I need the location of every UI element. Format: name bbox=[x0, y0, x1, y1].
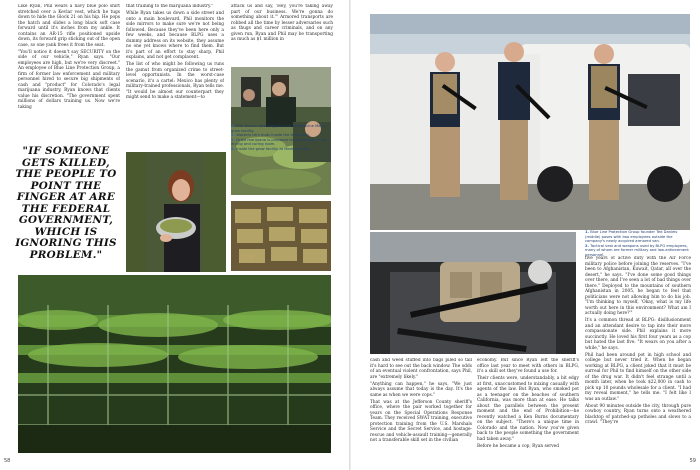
paragraph: five years of active duty with the Air Force military police before joining the reserves. "I've been to Afghanistan, Kuwait, Qatar, all over the desert," he says. "I've done some good things over there, and I've seen a lot of bad things over there." Deployed to the mountains of southern Afghanistan in 2005, he began to feel that politicians were not allowing him to do his job. "I'm thinking to myself, 'Okay, what is my life worth out here in this environment? What am I actually doing here?'" bbox=[585, 256, 691, 316]
paragraph: Their clients were, understandably, a bit edgy at first, unaccustomed to mixing casually with agents of the law. But Ryan, who smoked pot as a teenager on the beaches of southern California, was more than at ease. He talks about the parallels between the present moment and the end of Prohibition—he recently watched a Ken Burns documentary on the subject. "There's a unique time in Colorado and the nation. Now you've given back to the people something the government had taken away." bbox=[477, 376, 579, 442]
paragraph: It's a common thread at BLPG: disillusionment and an attendant desire to tap into their more compassionate side. Phil explains it more succinctly. He loved his first four years as a cop but hated the last five. "It wears on you after a while," he says. bbox=[585, 318, 691, 351]
caption-number: 1. bbox=[231, 124, 237, 128]
caption-number: 3. bbox=[231, 137, 237, 142]
paragraph: About 90 minutes outside the city, through pure cowboy country, Ryan turns onto a weathered blacktop of patched-up potholes and slows to a crawl. "They're bbox=[585, 403, 691, 425]
security-guards-photo bbox=[370, 14, 690, 230]
caption-number: 1. bbox=[585, 230, 591, 234]
caption-item bbox=[585, 230, 691, 244]
page-number-left: 58 bbox=[4, 458, 11, 464]
page-number-right: 59 bbox=[689, 458, 696, 464]
caption-text: Blue Line Protection Group founder Ted Daniels (middle) poses with two employees outside the company's newly acquired armored van. bbox=[585, 230, 678, 244]
vest-weapons-photo bbox=[370, 232, 576, 354]
paragraph: attack us and say, 'Hey, you're taking away part of our business. We're gonna do something about it.'" Armored transports are robbed all the time by lesser adversaries such as thugs and career criminals, and on any given run, Ryan and Phil may be transporting as much as $1 million in bbox=[231, 4, 333, 42]
paragraph: While Ryan takes us down a side street and onto a main boulevard, Phil monitors the side mirrors to make sure we're not being followed. Because they've been here only a few weeks, and because BLPG uses a dummy address on its website, they assume no one yet knows where to find them. But it's part of an effort to stay sharp, Phil explains, and not get complacent. bbox=[126, 11, 224, 60]
left-text-column-2 bbox=[126, 4, 224, 150]
paragraph: economy. But since Ryan left the sheriff's office last year to meet with others in BLPG, it's a skill set they've found a use for. bbox=[477, 358, 579, 374]
caption-item bbox=[231, 124, 329, 133]
paragraph: "You'll notice it doesn't say SECURITY on the side of our vehicle," Ryan says. "Our employees are high, but we're very discreet." An employee of Blue Line Protection Group, a firm of former law enforcement and military personnel hired to secure big shipments of cash and "product" for Colorado's legal marijuana industry, Ryan knows that clients value his discretion. "The government spent millions of dollars training us. Now we're taking bbox=[18, 49, 120, 110]
pull-quote: "IF SOMEONE GETS KILLED, THE PEOPLE TO POINT THE FINGER AT ARE THE FEDERAL GOVERNMENT, WHICH IS IGNORING THIS PROBLEM." bbox=[15, 145, 117, 261]
paragraph: Phil had been around pot in high school and college but never tried it. When he began working at BLPG, a client joked that it must be surreal for Phil to find himself on the other side of the drug war. It didn't feel strange until a month later, when he took $22,000 in cash to pick up 10 pounds wholesale for a client. "I had my reveal moment," he tells me. "I felt like I was an outlaw." bbox=[585, 352, 691, 402]
caption-text: Tactical vest and weapons used by BLPG employees, many of whom are former military and law-enforcement personnel. bbox=[585, 243, 689, 257]
caption-text: Dried marijuana is prepared for processing in the drying and curing room. bbox=[231, 137, 328, 147]
left-photo-captions bbox=[231, 124, 329, 152]
bottom-text-column-2 bbox=[477, 358, 579, 458]
paragraph: Like Ryan, Phil wears a navy blue polo shirt stretched over a Kevlar vest, which he tugs down to hide the Glock 21 on his hip. He pops the hatch and slides a long black soft case forward until it's inches from my ankle. It contains an AR-15 rifle positioned upside down, its forward grip sticking out of the open case, so one yank frees it from the seat. bbox=[18, 4, 120, 48]
right-photo-captions bbox=[585, 230, 691, 258]
paragraph: That was at the Jefferson County sheriff's office, where the pair worked together for years on the Special Operations Response Team. They received SWAT training, executive protection training from the U.S. Marshals Service and the Secret Service, and hostage-rescue and vehicle-assault training—generally not a transferable skill set in the civilian bbox=[370, 399, 472, 443]
left-text-column-1 bbox=[18, 4, 120, 140]
caption-number: 2. bbox=[585, 243, 591, 248]
drying-room-photo bbox=[231, 201, 331, 271]
caption-item bbox=[231, 147, 329, 152]
bottom-text-column-1 bbox=[370, 358, 472, 458]
caption-text: Inside the grow facility at Medicine Man. bbox=[236, 146, 311, 151]
left-page bbox=[0, 0, 349, 470]
paragraph: The list of who might be following us runs the gamut from organized crime to street-level opportunists. In the worst-case scenario, it's a cartel: Mexico has plenty of military-trained professionals, Ryan tells me. "It would be almost our counterpart they might send to make a statement—to bbox=[126, 62, 224, 100]
woman-with-buds-photo bbox=[126, 152, 226, 272]
caption-text: Workers trim buds inside the trim room. bbox=[236, 133, 310, 138]
left-text-column-3 bbox=[231, 4, 333, 64]
paragraph: Before he became a cop, Ryan served bbox=[477, 443, 559, 449]
caption-text: Erin Nelson with bagged buds at Medicine Man's grow facility. bbox=[231, 124, 326, 133]
caption-item bbox=[231, 138, 329, 147]
paragraph: "Anything can happen," he says. "We just always assume that today is the day. It's the same as when we were cops." bbox=[370, 381, 472, 398]
caption-number: 2. bbox=[231, 133, 237, 138]
right-text-column bbox=[585, 256, 691, 454]
paragraph: that training to the marijuana industry." bbox=[126, 4, 214, 9]
grow-facility-photo bbox=[18, 275, 331, 453]
caption-number: 4. bbox=[231, 146, 237, 151]
paragraph: cash and weed stuffed into bags piled so tall it's hard to see out the back window. The odds of an eventual violent confrontation, says Phil, are "extremely likely." bbox=[370, 358, 472, 380]
